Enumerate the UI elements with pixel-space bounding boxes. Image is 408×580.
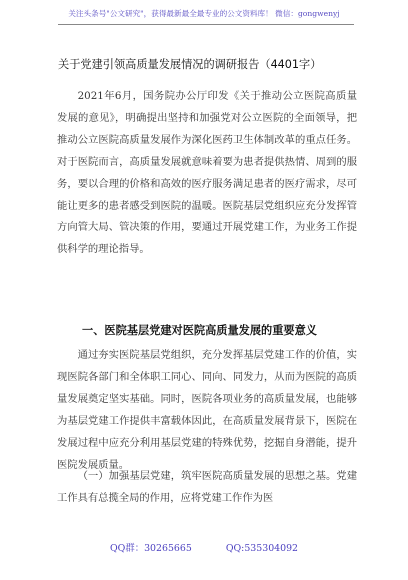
footer-contact [0, 540, 408, 554]
paragraph-subsection-1: （一）加强基层党建，筑牢医院高质量发展的思想之基。党建工作具有总揽全局的作用，应将党建工作作为医 [57, 470, 357, 504]
paragraph-intro: 2021年6月，国务院办公厅印发《关于推动公立医院高质量发展的意见》，明确提出坚持和加强党对公立医院的全面领导，把推动公立医院高质量发展作为深化医药卫生体制改革的重点任务。对于医院而言，高质量发展就意味着要为患者提供热情、周到的服务，要以合理的价格和高效的医疗服务满足患者的医疗需求，尽可能让更多的患者感受到医院的温暖。医院基层党组织应充分发挥管方向管大局、管决策的作用，要通过开展党建工作，为业务工作提供科学的理论指导。 [57, 90, 357, 256]
paragraph-section-1: 通过夯实医院基层党组织，充分发挥基层党建工作的价值，实现医院各部门和全体职工同心、同向、同发力，从而为医院的高质量发展奠定坚实基础。同时，医院各项业务的高质量发展，也能够为基层党建工作提供丰富载体因此，在高质量发展背景下，医院在发展过程中应充分利用基层党建的特殊优势，挖掘自身潜能，提升医院发展质量。 [57, 349, 357, 471]
footer-qq: QQ:535304092 [225, 543, 299, 554]
section-heading-1: 一、医院基层党建对医院高质量发展的重要意义 [82, 324, 317, 337]
footer-qq-group: QQ群：30265665 [109, 543, 192, 554]
header-divider [58, 24, 354, 25]
document-title: 关于党建引领高质量发展情况的调研报告（4401字） [58, 58, 322, 71]
header-banner: 关注头条号"公文研究"，获得最新最全最专业的公文资料库！ 微信：gongwenyj [68, 9, 340, 18]
